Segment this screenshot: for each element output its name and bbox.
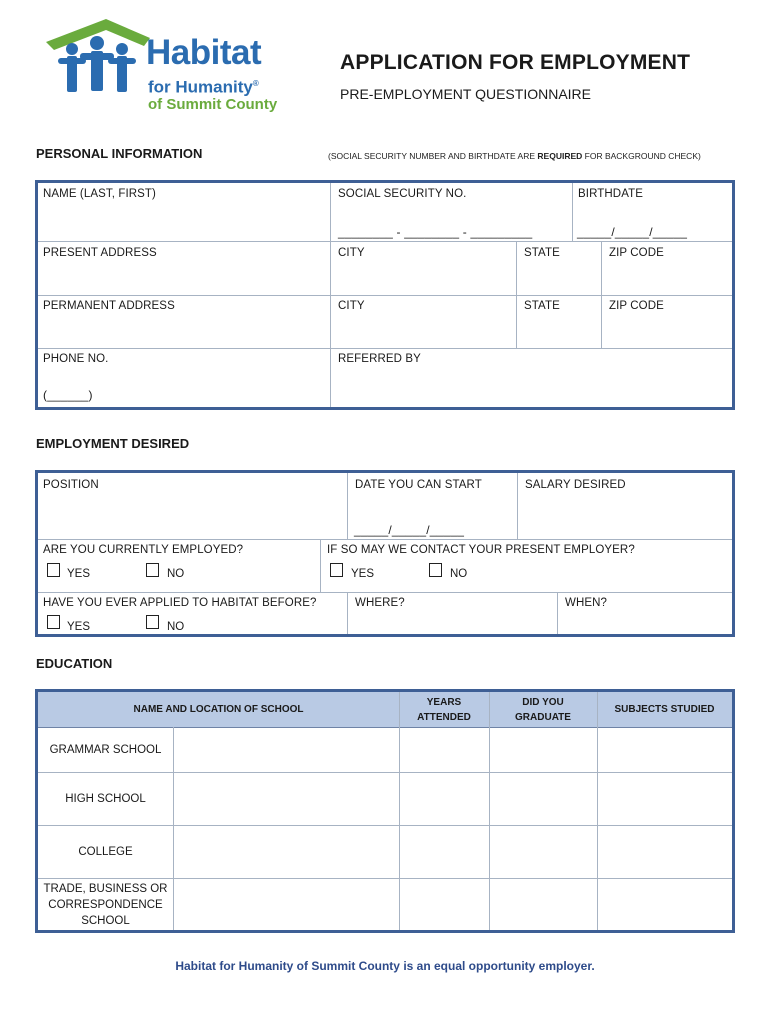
start-date-field[interactable]: DATE YOU CAN START xyxy=(355,479,482,491)
row-trade-line3: SCHOOL xyxy=(81,915,130,927)
habitat-logo xyxy=(46,16,286,120)
contact-yes-label: YES xyxy=(351,568,375,580)
employment-box xyxy=(35,470,735,637)
permanent-city-field[interactable]: CITY xyxy=(338,300,365,312)
row-trade-line2: CORRESPONDENCE xyxy=(48,899,163,911)
footer-eoe-statement: Habitat for Humanity of Summit County is an equal opportunity employer. xyxy=(175,959,595,973)
applied-no-checkbox[interactable] xyxy=(146,615,159,629)
referred-by-field[interactable]: REFERRED BY xyxy=(338,353,421,365)
salary-field[interactable]: SALARY DESIRED xyxy=(525,479,626,491)
birthdate-field[interactable]: BIRTHDATE xyxy=(578,188,644,200)
contact-no-label: NO xyxy=(450,568,468,580)
employment-section-title: EMPLOYMENT DESIRED xyxy=(36,436,190,451)
name-field[interactable]: NAME (LAST, FIRST) xyxy=(43,188,156,200)
phone-blank: (______) xyxy=(43,388,93,402)
col-graduated xyxy=(489,695,597,725)
permanent-address-field[interactable]: PERMANENT ADDRESS xyxy=(43,300,175,312)
row-high-school: HIGH SCHOOL xyxy=(65,793,146,805)
applied-yes-checkbox[interactable] xyxy=(47,615,60,629)
employed-yes-checkbox[interactable] xyxy=(47,563,60,577)
permanent-state-field[interactable]: STATE xyxy=(524,300,560,312)
where-field[interactable]: WHERE? xyxy=(355,597,405,609)
col-years-attended xyxy=(399,695,489,725)
start-date-blank: _____/_____/_____ xyxy=(354,523,465,537)
page-title: APPLICATION FOR EMPLOYMENT xyxy=(340,51,691,74)
note-prefix: (SOCIAL SECURITY NUMBER AND BIRTHDATE ARE xyxy=(328,151,538,161)
required-note xyxy=(328,151,701,161)
currently-employed-question: ARE YOU CURRENTLY EMPLOYED? xyxy=(43,544,244,556)
contact-employer-question: IF SO MAY WE CONTACT YOUR PRESENT EMPLOYER? xyxy=(327,544,635,556)
present-address-field[interactable]: PRESENT ADDRESS xyxy=(43,247,157,259)
present-city-field[interactable]: CITY xyxy=(338,247,365,259)
contact-no-checkbox[interactable] xyxy=(429,563,442,577)
logo-sub: for Humanity xyxy=(148,77,253,97)
col-years-line2: ATTENDED xyxy=(417,712,471,723)
row-trade-line1: TRADE, BUSINESS OR xyxy=(43,883,168,895)
row-grammar-school: GRAMMAR SCHOOL xyxy=(49,744,162,756)
logo-subline xyxy=(148,74,259,98)
birthdate-blank: _____/_____/_____ xyxy=(577,225,688,239)
position-field[interactable]: POSITION xyxy=(43,479,99,491)
phone-field[interactable]: PHONE NO. xyxy=(43,353,109,365)
education-table xyxy=(35,689,735,933)
col-school-name: NAME AND LOCATION OF SCHOOL xyxy=(133,704,304,715)
when-field[interactable]: WHEN? xyxy=(565,597,608,609)
education-section-title: EDUCATION xyxy=(36,656,113,671)
page-subtitle: PRE-EMPLOYMENT QUESTIONNAIRE xyxy=(340,86,592,102)
present-zip-field[interactable]: ZIP CODE xyxy=(609,247,664,259)
applied-no-label: NO xyxy=(167,621,185,633)
contact-yes-checkbox[interactable] xyxy=(330,563,343,577)
note-suffix: FOR BACKGROUND CHECK) xyxy=(582,151,701,161)
ssn-blank: ________ - ________ - _________ xyxy=(338,225,533,239)
col-graduated-line2: GRADUATE xyxy=(515,712,571,723)
employed-yes-label: YES xyxy=(67,568,91,580)
employed-no-label: NO xyxy=(167,568,185,580)
row-trade-school xyxy=(38,881,173,929)
employed-no-checkbox[interactable] xyxy=(146,563,159,577)
applied-before-question: HAVE YOU EVER APPLIED TO HABITAT BEFORE? xyxy=(43,597,317,609)
logo-registered: ® xyxy=(252,79,259,88)
col-years-line1: YEARS xyxy=(426,697,462,708)
note-required: REQUIRED xyxy=(537,151,583,161)
permanent-zip-field[interactable]: ZIP CODE xyxy=(609,300,664,312)
personal-info-box xyxy=(35,180,735,410)
applied-yes-label: YES xyxy=(67,621,91,633)
personal-section-title: PERSONAL INFORMATION xyxy=(36,146,203,161)
col-subjects: SUBJECTS STUDIED xyxy=(614,704,715,715)
logo-county: of Summit County xyxy=(148,96,278,113)
ssn-field[interactable]: SOCIAL SECURITY NO. xyxy=(338,188,467,200)
logo-wordmark: Habitat xyxy=(146,33,262,72)
present-state-field[interactable]: STATE xyxy=(524,247,560,259)
col-graduated-line1: DID YOU xyxy=(522,697,564,708)
row-college: COLLEGE xyxy=(78,846,133,858)
